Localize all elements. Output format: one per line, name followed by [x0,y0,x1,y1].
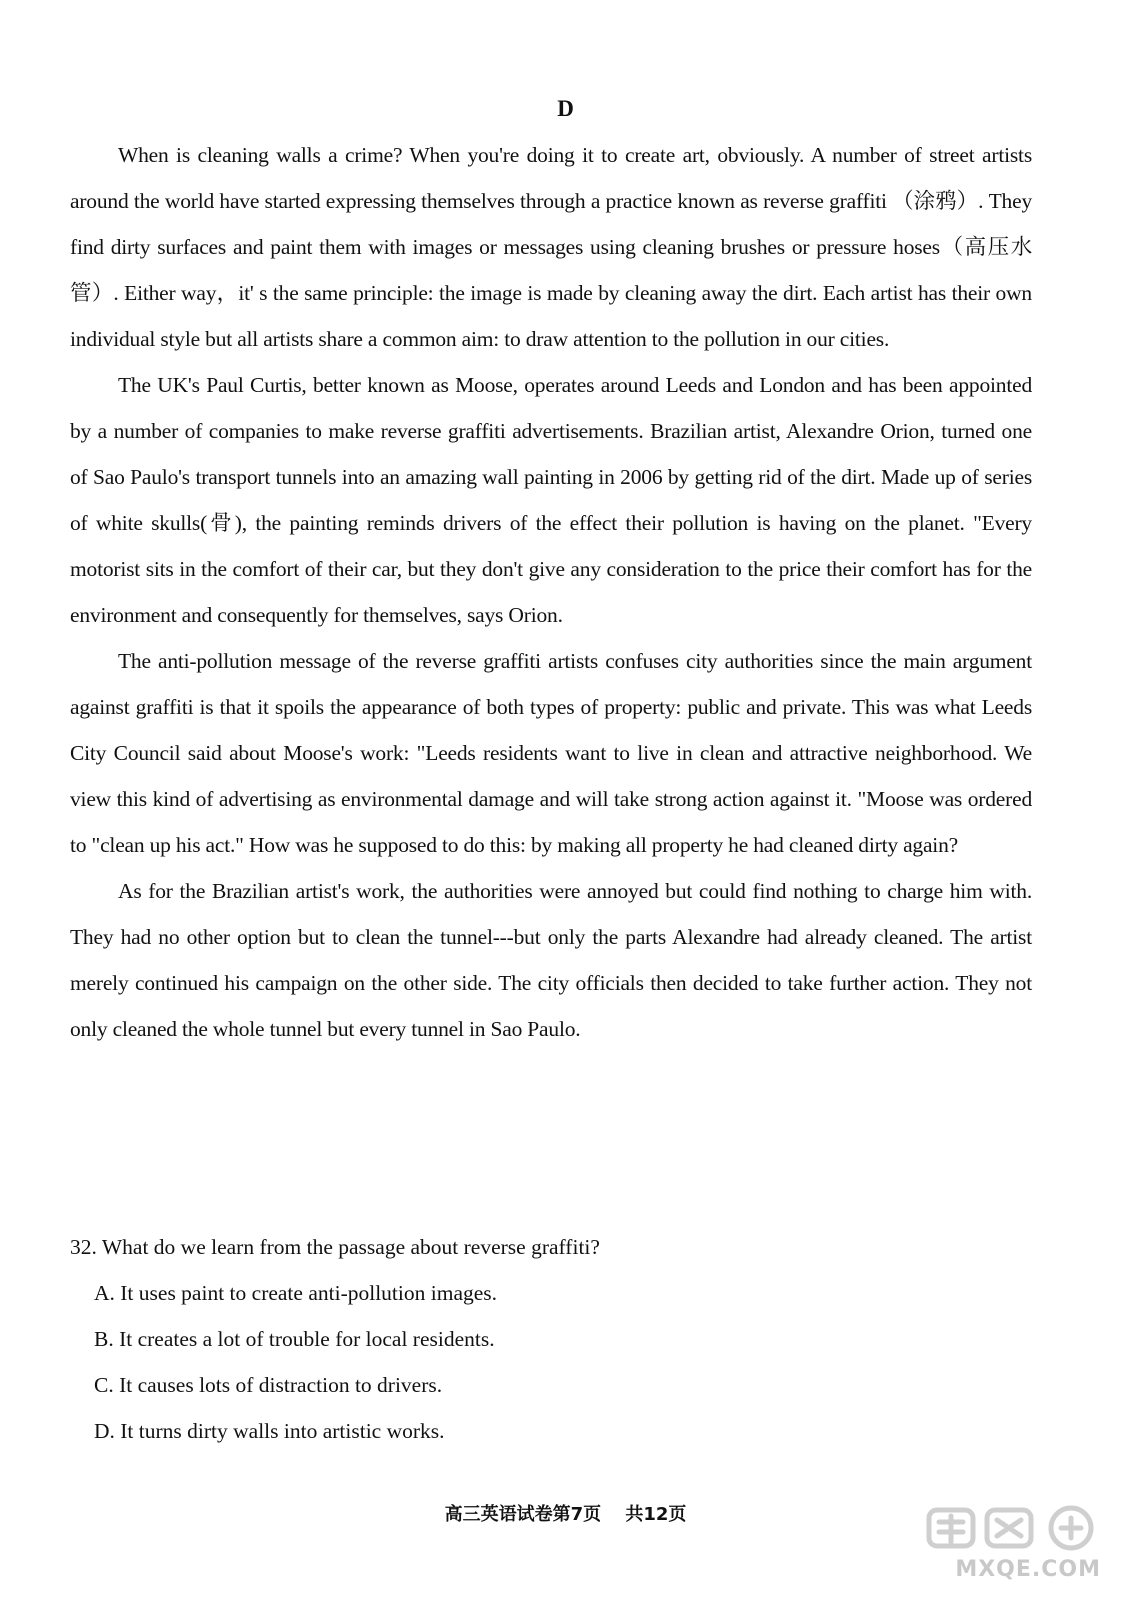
watermark-url: MXQE.COM [955,1557,1101,1582]
option-d: D. It turns dirty walls into artistic works. [94,1419,445,1443]
question-32 [70,1224,1032,1454]
option-a: A. It uses paint to create anti-pollution images. [94,1281,498,1305]
paragraph-4: As for the Brazilian artist's work, the authorities were annoyed but could find nothing to charge him with. They had no other option but to clean the tunnel---but only the parts Alexandre had already cleaned. The artist merely continued his campaign on the other side. The city officials then decided to take further action. They not only cleaned the whole tunnel but every tunnel in Sao Paulo. [70,879,1032,1041]
section-title: D [557,96,574,121]
page-footer: 高三英语试卷第7页 共12页 [444,1504,687,1525]
option-c: C. It causes lots of distraction to drivers. [94,1373,443,1397]
question-stem: 32. What do we learn from the passage about reverse graffiti? [70,1235,600,1259]
option-b: B. It creates a lot of trouble for local residents. [94,1327,495,1351]
reading-passage [70,132,1032,1052]
paragraph-2: The UK's Paul Curtis, better known as Moose, operates around Leeds and London and has been appointed by a number of companies to make reverse graffiti advertisements. Brazilian artist, Alexandre Orion, turned one of Sao Paulo's transport tunnels into an amazing wall painting in 2006 by getting rid of the dirt. Made up of series of white skulls(骨), the painting reminds drivers of the effect their pollution is having on the planet. "Every motorist sits in the comfort of their car, but they don't give any consideration to the price their comfort has for the environment and consequently for themselves, says Orion. [70,373,1032,627]
paragraph-3: The anti-pollution message of the reverse graffiti artists confuses city authorities since the main argument against graffiti is that it spoils the appearance of both types of property: public and private. This was what Leeds City Council said about Moose's work: "Leeds residents want to live in clean and attractive neighborhood. We view this kind of advertising as environmental damage and will take strong action against it. "Moose was ordered to "clean up his act." How was he supposed to do this: by making all property he had cleaned dirty again? [70,649,1032,857]
watermark-logo-icon [923,1504,1103,1552]
watermark [923,1504,1103,1582]
paragraph-1: When is cleaning walls a crime? When you're doing it to create art, obviously. A number of street artists around the world have started expressing themselves through a practice known as reverse graffiti （涂鸦）. They find dirty surfaces and paint them with images or messages using cleaning brushes or pressure hoses（高压水管）. Either way，it' s the same principle: the image is made by cleaning away the dirt. Each artist has their own individual style but all artists share a common aim: to draw attention to the pollution in our cities. [70,143,1032,351]
